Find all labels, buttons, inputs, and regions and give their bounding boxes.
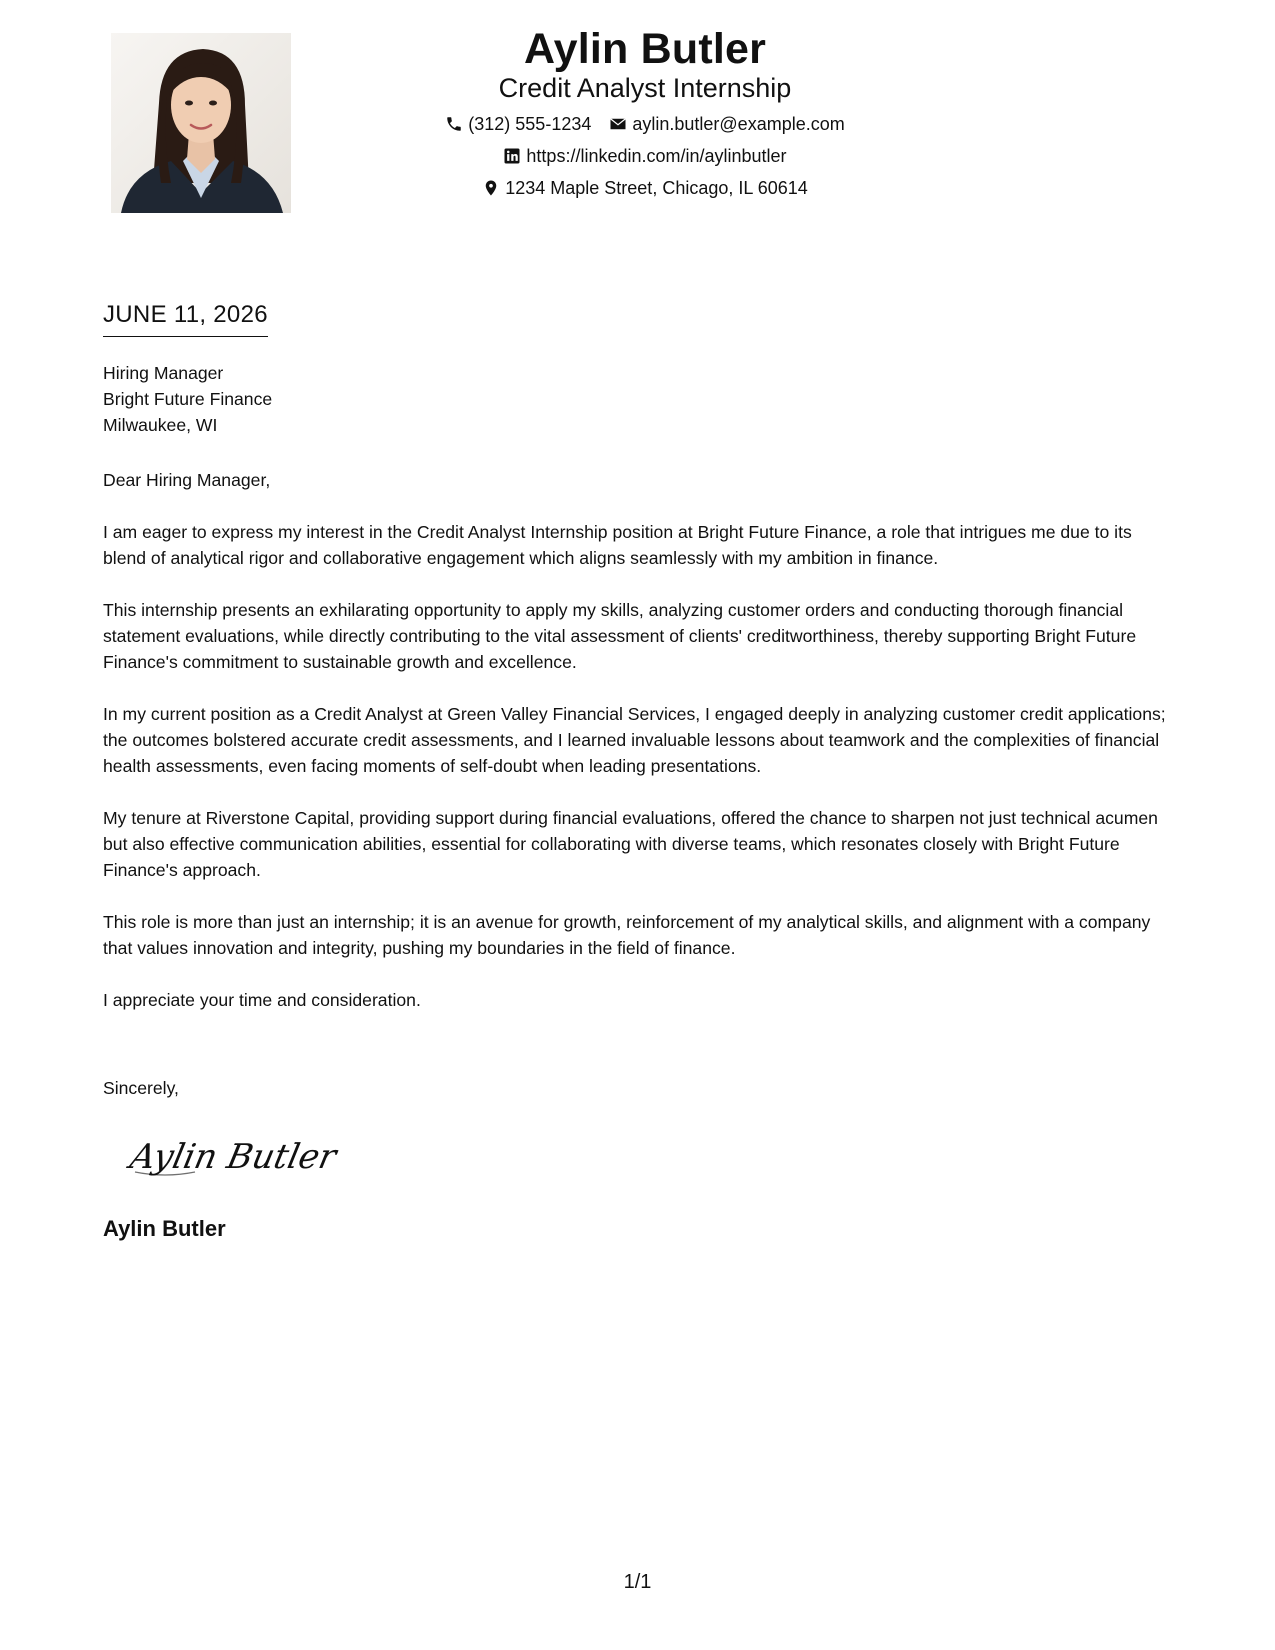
portrait-image <box>111 33 291 213</box>
body-paragraph: I am eager to express my interest in the Credit Analyst Internship position at Bright Future Finance, a role that intrigues me due to its blend of analytical rigor and collaborative engagement which aligns seamlessly with my ambition in finance. <box>103 522 1132 568</box>
svg-text:Aylin Butler: Aylin Butler <box>126 1137 340 1177</box>
email-contact[interactable] <box>609 112 844 136</box>
header <box>340 22 950 200</box>
recipient-line: Hiring Manager <box>103 363 224 383</box>
address-contact <box>482 176 808 200</box>
body-paragraph: My tenure at Riverstone Capital, providing support during financial evaluations, offered the chance to sharpen not just technical acumen but also effective communication abilities, essential for collaborating with diverse teams, which resonates closely with Bright Future Finance's approach. <box>103 808 1158 880</box>
phone-contact[interactable] <box>445 112 591 136</box>
recipient-block <box>103 360 1173 438</box>
date-block <box>103 300 268 337</box>
salutation: Dear Hiring Manager, <box>103 470 271 490</box>
linkedin-contact[interactable] <box>503 144 786 168</box>
linkedin-url: https://linkedin.com/in/aylinbutler <box>526 146 787 166</box>
handwritten-signature <box>125 1128 345 1184</box>
linkedin-icon <box>503 147 521 165</box>
applicant-name: Aylin Butler <box>523 25 767 73</box>
job-title: Credit Analyst Internship <box>498 73 792 103</box>
contact-row-linkedin <box>340 144 950 168</box>
body-paragraph: This internship presents an exhilarating opportunity to apply my skills, analyzing customer orders and conducting thorough financial statement evaluations, while directly contributing to the vital assessment of clients' creditworthiness, thereby supporting Bright Future Finance's commitment to sustainable growth and excellence. <box>103 600 1137 672</box>
profile-photo <box>111 33 291 213</box>
phone-icon <box>445 115 463 133</box>
envelope-icon <box>609 115 627 133</box>
body-paragraph: In my current position as a Credit Analyst at Green Valley Financial Services, I engaged deeply in analyzing customer credit applications; the outcomes bolstered accurate credit assessments, and I learned invaluable lessons about teamwork and the complexities of financial health assessments, even facing moments of self-doubt when leading presentations. <box>103 704 1166 776</box>
page-number: 1/1 <box>623 1571 652 1593</box>
body-paragraph: I appreciate your time and consideration. <box>103 990 421 1010</box>
letter-date: JUNE 11, 2026 <box>103 300 268 337</box>
recipient-line: Bright Future Finance <box>103 389 273 409</box>
contact-row-phone-email <box>340 112 950 136</box>
body-paragraph: This role is more than just an internship; it is an avenue for growth, reinforcement of my analytical skills, and alignment with a company that values innovation and integrity, pushing my boundaries in the field of finance. <box>103 912 1151 958</box>
street-address: 1234 Maple Street, Chicago, IL 60614 <box>505 178 808 198</box>
signer-name: Aylin Butler <box>103 1216 226 1241</box>
email-address: aylin.butler@example.com <box>632 114 845 134</box>
phone-number: (312) 555-1234 <box>468 114 592 134</box>
closing: Sincerely, <box>103 1078 179 1098</box>
map-pin-icon <box>482 179 500 197</box>
recipient-line: Milwaukee, WI <box>103 415 218 435</box>
contact-row-address <box>340 176 950 200</box>
letter-body <box>103 519 1173 1039</box>
